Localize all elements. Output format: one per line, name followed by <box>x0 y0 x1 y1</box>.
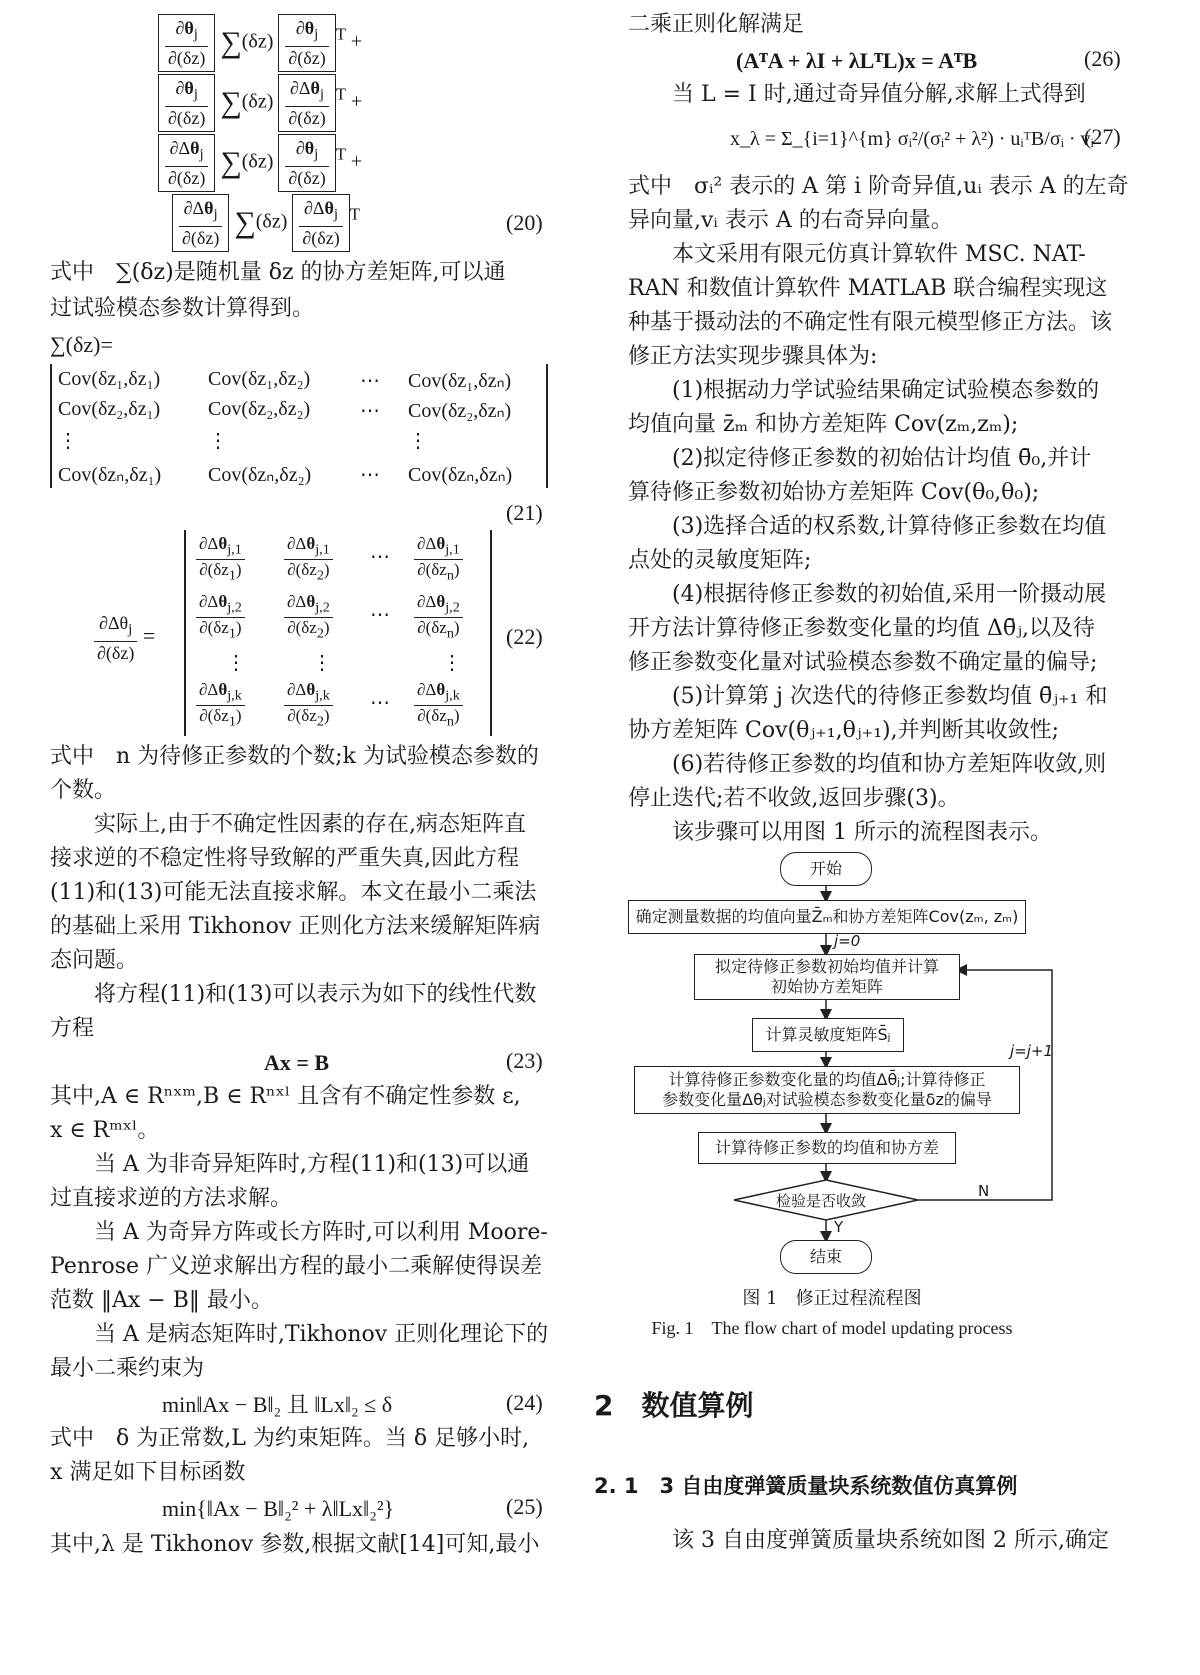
para-real-2: 接求逆的不稳定性将导致解的严重失真,因此方程 <box>50 846 519 871</box>
eq27: x_λ = Σ_{i=1}^{m} σᵢ²/(σᵢ² + λ²) · uᵢᵀB/σᵢ · vᵢ <box>730 128 1094 150</box>
para-sigma-line1: 式中 ∑(δz)是随机量 δz 的协方差矩阵,可以通 <box>50 260 506 285</box>
para-linear-1: 将方程(11)和(13)可以表示为如下的线性代数 <box>50 982 537 1007</box>
para-nonsing-1: 当 A 为非奇异矩阵时,方程(11)和(13)可以通 <box>50 1152 530 1177</box>
eq25-number: (25) <box>506 1494 543 1519</box>
eq20-number: (20) <box>506 210 543 235</box>
step4-line1: (4)根据待修正参数的初始值,采用一阶摄动展 <box>628 582 1107 607</box>
eq27-number: (27) <box>1084 124 1121 149</box>
para-last: 该 3 自由度弹簧质量块系统如图 2 所示,确定 <box>628 1528 1109 1553</box>
eq20-row-3: $\frac{\partial\Delta\theta_j}{\partial(\delta z)}$ ∑(δz) $\frac{\partial\theta_j}{\partial(\delta z)}$ $^T$ + <box>158 134 362 192</box>
eq23: Ax = B <box>264 1050 330 1075</box>
step3-line1: (3)选择合适的权系数,计算待修正参数在均值 <box>628 514 1107 539</box>
para-n-line2: 个数。 <box>50 778 117 803</box>
jacobian-cell: $\frac{\partial\Delta\theta_{j,k}}{\partial(\delta z_1)}$ <box>196 680 245 732</box>
cov-cell: Cov(δz₂,δz₁) <box>58 398 161 420</box>
para-soft-4: 修正方法实现步骤具体为: <box>628 344 878 369</box>
jacobian-cell: $\frac{\partial\Delta\theta_{j,2}}{\partial(\delta z_1)}$ <box>196 592 245 644</box>
section-heading-2-1: 2. 1 3 自由度弹簧质量块系统数值仿真算例 <box>594 1474 1018 1498</box>
para-where-1: 其中,A ∈ Rⁿˣᵐ,B ∈ Rⁿˣˡ 且含有不确定性参数 ε, <box>50 1084 521 1109</box>
para-where-2: x ∈ Rᵐˣˡ。 <box>50 1118 160 1143</box>
jacobian-ellipsis: ⋯ <box>370 546 390 568</box>
para-delta-2: x 满足如下目标函数 <box>50 1460 246 1485</box>
cov-cell: Cov(δz₂,δzₙ) <box>408 400 512 422</box>
eq20-row-1: $\frac{\partial\theta_j}{\partial(\delta z)}$ ∑(δz) $\frac{\partial\theta_j}{\partial(\delta z)}$ $^T$ + <box>158 14 362 72</box>
para-svd: 当 L = I 时,通过奇异值分解,求解上式得到 <box>628 82 1086 107</box>
para-moore-2: Penrose 广义逆求解出方程的最小二乘解使得误差 <box>50 1254 543 1279</box>
para-soft-1: 本文采用有限元仿真计算软件 MSC. NAT- <box>628 242 1086 267</box>
eq22-lhs-numerator: ∂Δθ <box>99 613 129 633</box>
flow-j0: j=0 <box>834 932 861 950</box>
cov-cell: ⋯ <box>360 464 380 486</box>
jacobian-cell: $\frac{\partial\Delta\theta_{j,1}}{\partial(\delta z_1)}$ <box>196 534 245 586</box>
flow-box-5: 计算待修正参数的均值和协方差 <box>698 1132 956 1164</box>
cov-cell: ⋮ <box>408 430 428 452</box>
cov-cell: ⋯ <box>360 370 380 392</box>
step6-line1: (6)若待修正参数的均值和协方差矩阵收敛,则 <box>628 752 1107 777</box>
cov-cell: Cov(δz₁,δz₁) <box>58 368 161 390</box>
figure-caption-cn: 图 1 修正过程流程图 <box>742 1288 922 1309</box>
eq20-row-4: $\frac{\partial\Delta\theta_j}{\partial(\delta z)}$ ∑(δz) $\frac{\partial\Delta\theta_j}{\partial(\delta z)}$ $^T$ <box>172 194 360 252</box>
para-real-4: 的基础上采用 Tikhonov 正则化方法来缓解矩阵病 <box>50 914 541 939</box>
para-svd-def-2: 异向量,vᵢ 表示 A 的右奇异向量。 <box>628 208 953 233</box>
jacobian-ellipsis: ⋯ <box>370 604 390 626</box>
jacobian-cell: $\frac{\partial\Delta\theta_{j,k}}{\partial(\delta z_2)}$ <box>284 680 333 732</box>
flow-box-3: 计算灵敏度矩阵S̄ⱼ <box>752 1018 904 1052</box>
step4-line3: 修正参数变化量对试验模态参数不确定量的偏导; <box>628 650 1098 675</box>
step2-line2: 算待修正参数初始协方差矩阵 Cov(θ₀,θ₀); <box>628 480 1040 505</box>
eq26-number: (26) <box>1084 46 1121 71</box>
flow-start: 开始 <box>780 852 872 886</box>
eq20-row-2: $\frac{\partial\theta_j}{\partial(\delta z)}$ ∑(δz) $\frac{\partial\Delta\theta_j}{\partial(\delta z)}$ $^T$ + <box>158 74 362 132</box>
flow-box-2-line1: 拟定待修正参数初始均值并计算 <box>714 957 939 976</box>
step5-line1: (5)计算第 j 次迭代的待修正参数均值 θ̄ⱼ₊₁ 和 <box>628 684 1108 709</box>
cov-cell: Cov(δz₁,δzₙ) <box>408 370 512 392</box>
step5-line2: 协方差矩阵 Cov(θⱼ₊₁,θⱼ₊₁),并判断其收敛性; <box>628 718 1060 743</box>
cov-cell: Cov(δz₁,δz₂) <box>208 368 311 390</box>
flow-no-label: N <box>978 1182 990 1200</box>
para-n-line1: 式中 n 为待修正参数的个数;k 为试验模态参数的 <box>50 744 539 769</box>
cov-cell: Cov(δz₂,δz₂) <box>208 398 311 420</box>
para-nonsing-2: 过直接求逆的方法求解。 <box>50 1186 293 1211</box>
sigma-lhs: ∑(δz)= <box>50 332 113 357</box>
eq22-lhs: $\frac{\partial\Delta\theta_j}{\partial(\delta z)}$ = <box>94 612 155 664</box>
jacobian-cell: $\frac{\partial\Delta\theta_{j,2}}{\partial(\delta z_2)}$ <box>284 592 333 644</box>
step4-line2: 开方法计算待修正参数变化量的均值 Δθ̄ⱼ,以及待 <box>628 616 1095 641</box>
jacobian-vdots: ⋮ <box>312 652 332 674</box>
flow-decision-label: 检验是否收敛 <box>776 1192 867 1210</box>
jacobian-cell: $\frac{\partial\Delta\theta_{j,1}}{\partial(\delta z_n)}$ <box>414 534 463 586</box>
jacobian-cell: $\frac{\partial\Delta\theta_{j,2}}{\partial(\delta z_n)}$ <box>414 592 463 644</box>
cov-cell: Cov(δzₙ,δz₁) <box>58 464 162 486</box>
step1-line2: 均值向量 z̄ₘ 和协方差矩阵 Cov(zₘ,zₘ); <box>628 412 1019 437</box>
para-ill-2: 最小二乘约束为 <box>50 1356 205 1381</box>
para-sigma-line2: 过试验模态参数计算得到。 <box>50 296 315 321</box>
para-delta-1: 式中 δ 为正常数,L 为约束矩阵。当 δ 足够小时, <box>50 1426 530 1451</box>
eq21-number: (21) <box>506 500 543 525</box>
eq24-number: (24) <box>506 1390 543 1415</box>
eq24: min‖Ax − B‖₂ 且 ‖Lx‖₂ ≤ δ <box>162 1392 393 1417</box>
flow-box-1: 确定测量数据的均值向量Z̄ₘ和协方差矩阵Cov(zₘ, zₘ) <box>628 900 1026 934</box>
para-real-5: 态问题。 <box>50 948 139 973</box>
para-svd-def-1: 式中 σᵢ² 表示的 A 第 i 阶奇异值,uᵢ 表示 A 的左奇 <box>628 174 1129 199</box>
eq26: (AᵀA + λI + λLᵀL)x = AᵀB <box>736 48 978 73</box>
step6-line2: 停止迭代;若不收敛,返回步骤(3)。 <box>628 786 960 811</box>
jacobian-vdots: ⋮ <box>226 652 246 674</box>
flow-end: 结束 <box>780 1240 872 1274</box>
flow-box-2-line2: 初始协方差矩阵 <box>770 977 883 996</box>
cov-cell: Cov(δzₙ,δz₂) <box>208 464 312 486</box>
flow-box-4-line2: 参数变化量Δθⱼ对试验模态参数变化量δz的偏导 <box>662 1090 992 1109</box>
flow-loop-label: j=j+1 <box>1010 1042 1054 1060</box>
para-real-1: 实际上,由于不确定性因素的存在,病态矩阵直 <box>50 812 526 837</box>
para-real-3: (11)和(13)可能无法直接求解。本文在最小二乘法 <box>50 880 537 905</box>
flow-box-4 <box>634 1066 1020 1114</box>
eq23-number: (23) <box>506 1048 543 1073</box>
para-top: 二乘正则化解满足 <box>628 12 805 37</box>
flow-box-2 <box>694 954 960 1000</box>
para-lambda: 其中,λ 是 Tikhonov 参数,根据文献[14]可知,最小 <box>50 1532 540 1557</box>
para-moore-3: 范数 ‖Ax − B‖ 最小。 <box>50 1288 273 1313</box>
eq22-number: (22) <box>506 624 543 649</box>
para-moore-1: 当 A 为奇异方阵或长方阵时,可以利用 Moore- <box>50 1220 548 1245</box>
flow-box-4-line1: 计算待修正参数变化量的均值Δθ̄ⱼ;计算待修正 <box>668 1070 986 1089</box>
step2-line1: (2)拟定待修正参数的初始估计均值 θ̄₀,并计 <box>628 446 1092 471</box>
cov-cell: Cov(δzₙ,δzₙ) <box>408 464 513 486</box>
step1-line1: (1)根据动力学试验结果确定试验模态参数的 <box>628 378 1100 403</box>
jacobian-cell: $\frac{\partial\Delta\theta_{j,k}}{\partial(\delta z_n)}$ <box>414 680 463 732</box>
cov-cell: ⋯ <box>360 400 380 422</box>
eq25: min{‖Ax − B‖₂² + λ‖Lx‖₂²} <box>162 1496 395 1521</box>
cov-cell: ⋮ <box>58 430 78 452</box>
jacobian-cell: $\frac{\partial\Delta\theta_{j,1}}{\partial(\delta z_2)}$ <box>284 534 333 586</box>
para-soft-3: 种基于摄动法的不确定性有限元模型修正方法。该 <box>628 310 1113 335</box>
jacobian-vdots: ⋮ <box>442 652 462 674</box>
para-flow: 该步骤可以用图 1 所示的流程图表示。 <box>628 820 1052 845</box>
para-soft-2: RAN 和数值计算软件 MATLAB 联合编程实现这 <box>628 276 1108 301</box>
para-ill-1: 当 A 是病态矩阵时,Tikhonov 正则化理论下的 <box>50 1322 549 1347</box>
step3-line2: 点处的灵敏度矩阵; <box>628 548 812 573</box>
figure-caption-en: Fig. 1 The flow chart of model updating process <box>651 1318 1013 1338</box>
section-heading-2: 2 数值算例 <box>594 1389 754 1422</box>
eq22-lhs-denominator: ∂(δz) <box>97 642 135 663</box>
jacobian-ellipsis: ⋯ <box>370 692 390 714</box>
flow-yes-label: Y <box>834 1218 844 1236</box>
para-linear-2: 方程 <box>50 1016 95 1041</box>
cov-cell: ⋮ <box>208 430 228 452</box>
